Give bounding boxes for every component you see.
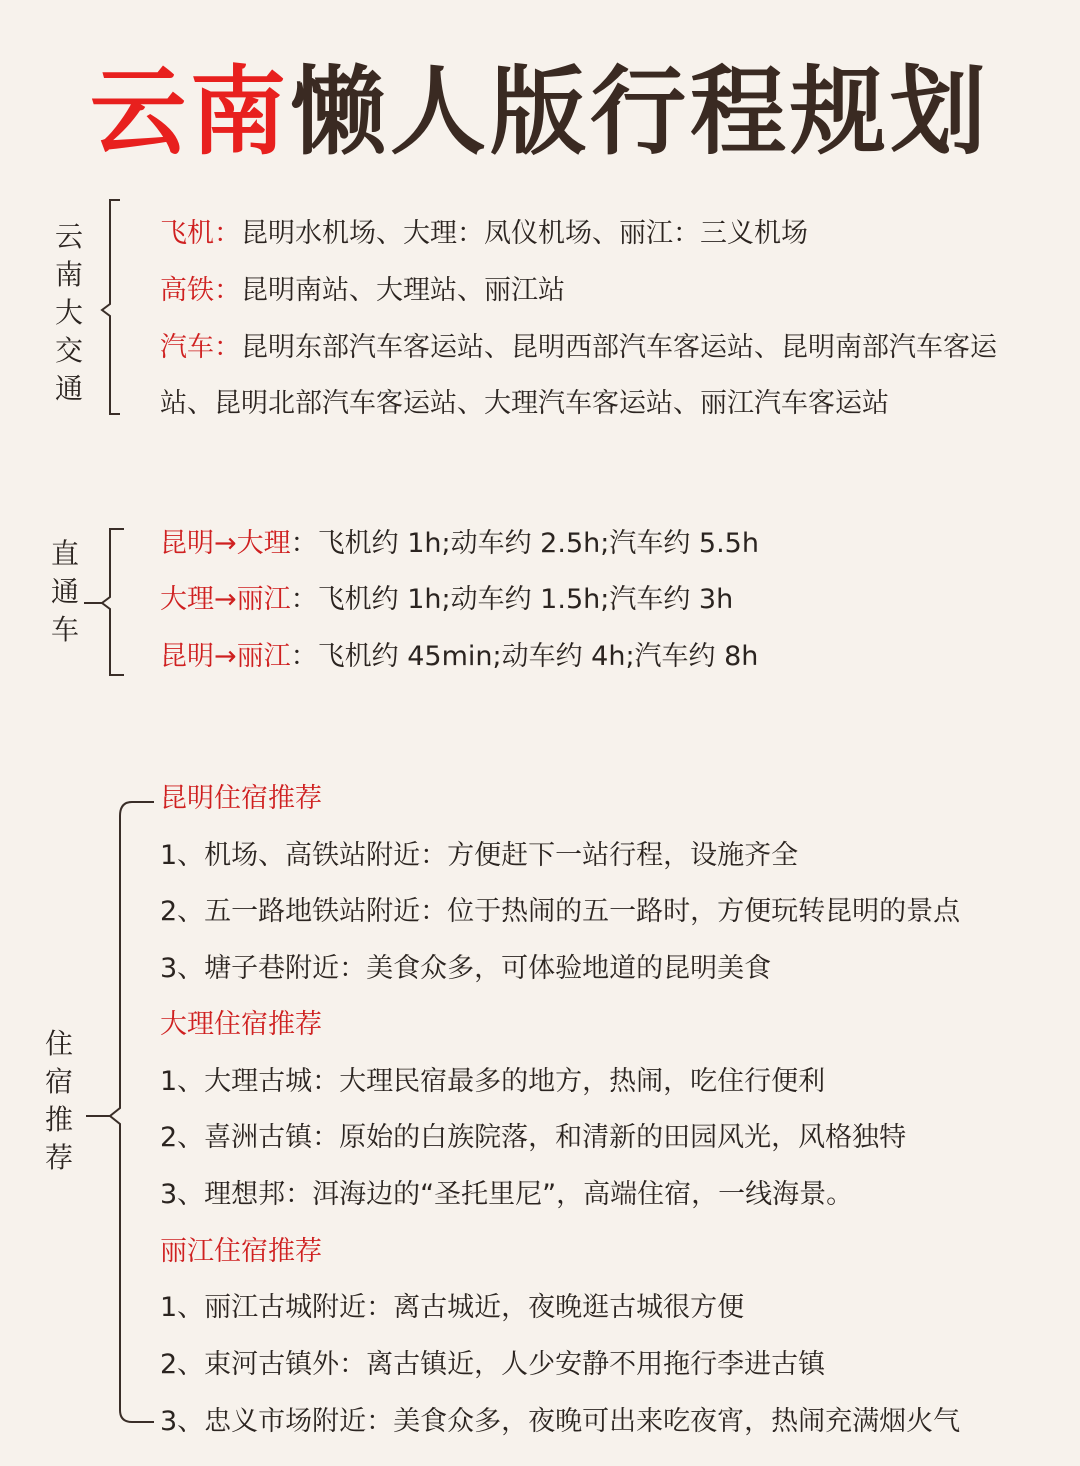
transport-row-plane: 飞机：昆明水机场、大理：凤仪机场、丽江：三义机场 [160, 218, 808, 249]
direct-row-kunming-dali: 昆明→大理：飞机约 1h;动车约 2.5h;汽车约 5.5h [160, 528, 759, 559]
page-title [0, 52, 1080, 172]
transport-label: 云 南 大 交 通 [54, 220, 83, 405]
direct-label: 直 通 车 [50, 537, 79, 646]
lodging-label: 住 宿 推 荐 [44, 1027, 73, 1174]
transport-row-bus-cont: 站、昆明北部汽车客运站、大理汽车客运站、丽江汽车客运站 [160, 388, 889, 419]
list-item: 1、大理古城：大理民宿最多的地方，热闹，吃住行便利 [160, 1066, 826, 1097]
list-item: 2、五一路地铁站附近：位于热闹的五一路时，方便玩转昆明的景点 [160, 896, 961, 927]
list-item: 2、束河古镇外：离古镇近，人少安静不用拖行李进古镇 [160, 1349, 826, 1380]
list-item: 3、忠义市场附近：美食众多，夜晚可出来吃夜宵，热闹充满烟火气 [160, 1406, 961, 1437]
lodging-heading-kunming: 昆明住宿推荐 [160, 783, 322, 814]
transport-bracket [86, 198, 126, 418]
title-red: 云南 [90, 56, 290, 168]
list-item: 1、丽江古城附近：离古城近，夜晚逛古城很方便 [160, 1292, 745, 1323]
lodging-heading-dali: 大理住宿推荐 [160, 1009, 322, 1040]
direct-row-kunming-lijiang: 昆明→丽江：飞机约 45min;动车约 4h;汽车约 8h [160, 641, 759, 672]
lodging-heading-lijiang: 丽江住宿推荐 [160, 1236, 322, 1267]
list-item: 3、理想邦：洱海边的“圣托里尼”，高端住宿，一线海景。 [160, 1179, 854, 1210]
list-item: 3、塘子巷附近：美食众多，可体验地道的昆明美食 [160, 953, 772, 984]
transport-row-rail: 高铁：昆明南站、大理站、丽江站 [160, 275, 565, 306]
list-item: 1、机场、高铁站附近：方便赶下一站行程，设施齐全 [160, 840, 799, 871]
list-item: 2、喜洲古镇：原始的白族院落，和清新的田园风光，风格独特 [160, 1122, 907, 1153]
direct-bracket [84, 527, 128, 679]
title-dark: 懒人版行程规划 [290, 56, 990, 168]
transport-row-bus: 汽车：昆明东部汽车客运站、昆明西部汽车客运站、昆明南部汽车客运 [160, 332, 997, 363]
lodging-bracket [80, 798, 160, 1428]
direct-row-dali-lijiang: 大理→丽江：飞机约 1h;动车约 1.5h;汽车约 3h [160, 584, 734, 615]
